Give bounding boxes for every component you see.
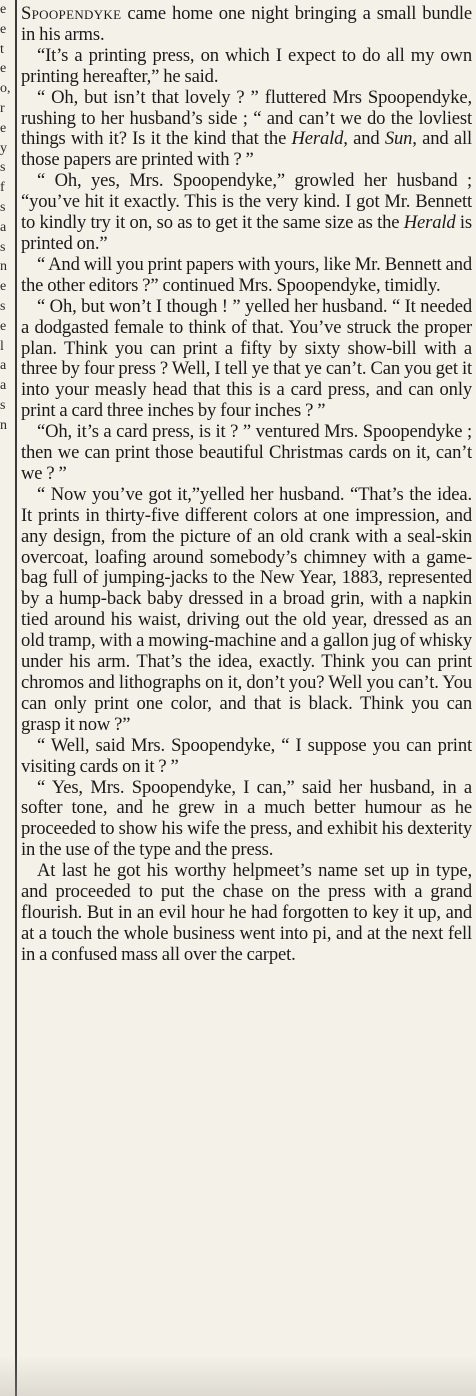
paragraph-text: is printed on.” [21, 212, 472, 254]
paragraph-text: and all those papers are printed with ? ” [21, 128, 472, 171]
gutter-letter: e [0, 279, 7, 295]
gutter-letter: l [0, 338, 4, 354]
gutter-letter: e [0, 120, 7, 136]
gutter-letter: r [0, 100, 5, 116]
gutter-letter: s [0, 239, 6, 255]
gutter-letter: y [0, 140, 7, 156]
gutter-letter: e [0, 21, 7, 37]
print-smudge [0, 1356, 476, 1396]
gutter-letter: s [0, 160, 6, 176]
gutter-letter: a [0, 358, 7, 374]
gutter-letter: s [0, 397, 6, 413]
column-rule [15, 0, 17, 1396]
gutter-letter: e [0, 61, 7, 77]
gutter-letter: s [0, 199, 6, 215]
newspaper-name: Herald [403, 212, 456, 234]
adjacent-column-fragment [0, 0, 12, 1396]
gutter-letter: a [0, 378, 7, 394]
paragraph: “It’s a printing press, on which I expect to do all my own printing hereafter,” he said. [21, 44, 472, 87]
paragraph: At last he got his worthy helpmeet’s name set up in type, and proceeded to put the chase on the press with a grand flourish. But in an evil hour he had forgotten to key it up, and at a touch the whole business went into pi, and at the next fell in a confused mass all over the carpet. [21, 860, 472, 965]
paragraph [21, 88, 472, 172]
gutter-letter: a [0, 219, 7, 235]
paragraph: “Oh, it’s a card press, is it ? ” ventured Mrs. Spoopendyke ; then we can print those beautiful Christmas cards on it, can’t we ? ” [21, 421, 472, 484]
paragraph [21, 4, 472, 46]
gutter-letter: t [0, 41, 4, 57]
lead-name: Spoopendyke [21, 3, 122, 24]
gutter-letter: e [0, 318, 7, 334]
paragraph-text: “ Oh, but isn’t that lovely ? ” fluttered Mrs Spoopendyke, rushing to her husband’s side ; “ and can’t we do the lovliest things with it? Is it the kind that the [21, 86, 472, 150]
gutter-letter: s [0, 298, 6, 314]
paragraph: “ Well, said Mrs. Spoopendyke, “ I suppose you can print visiting cards on it ? ” [21, 734, 472, 777]
paragraph: “ And will you print papers with yours, like Mr. Bennett and the other editors ?” continued Mrs. Spoopendyke, timidly. [21, 253, 472, 296]
paragraph-text: came home one night bringing a small bundle in his arms. [21, 3, 472, 45]
gutter-letter: o, [0, 81, 11, 97]
gutter-letter: n [0, 259, 7, 275]
paragraph-text: and [347, 128, 385, 150]
paragraph: “ Yes, Mrs. Spoopendyke, I can,” said her husband, in a softer tone, and he grew in a much better humour as he proceeded to show his wife the press, and exhibit his dexterity in the use of the type and the press. [21, 776, 472, 861]
article-column [21, 4, 472, 966]
paragraph-text: “ Oh, yes, Mrs. Spoopendyke,” growled her husband ; “you’ve hit it exactly. This is the very kind. I got Mr. Bennett to kindly try it on, so as to get it the same size as the [21, 170, 472, 234]
gutter-letter: e [0, 2, 7, 17]
gutter-letter: n [0, 417, 7, 433]
paragraph: “ Oh, but won’t I though ! ” yelled her husband. “ It needed a dodgasted female to think of that. You’ve struck the proper plan. Think you can print a fifty by sixty show-bill with a three by four press ? Well, I tell ye that ye can’t. Can you get it into your measly head that this is a card press, and can only print a card three inches by four inches ? ” [21, 295, 472, 422]
gutter-letter: f [0, 180, 5, 196]
paragraph: “ Now you’ve got it,”yelled her husband. “That’s the idea. It prints in thirty-five different colors at one impression, and any design, from the picture of an old crank with a seal-skin overcoat, loafing around somebody’s chimney with a game-bag full of jumping-jacks to the New Year, 1883, represented by a hump-back baby dressed in a broad grin, with a napkin tied around his waist, driving out the old year, dressed as an old tramp, with a mowing-machine and a gallon jug of whisky under his arm. That’s the idea, exactly. Think you can print chromos and lithographs on it, don’t you? Well you can’t. You can only print one color, and that is black. Think you can grasp it now ?” [21, 483, 472, 735]
newspaper-name: Sun, [384, 128, 417, 150]
paragraph [21, 171, 472, 255]
newspaper-name: Herald, [291, 128, 348, 150]
